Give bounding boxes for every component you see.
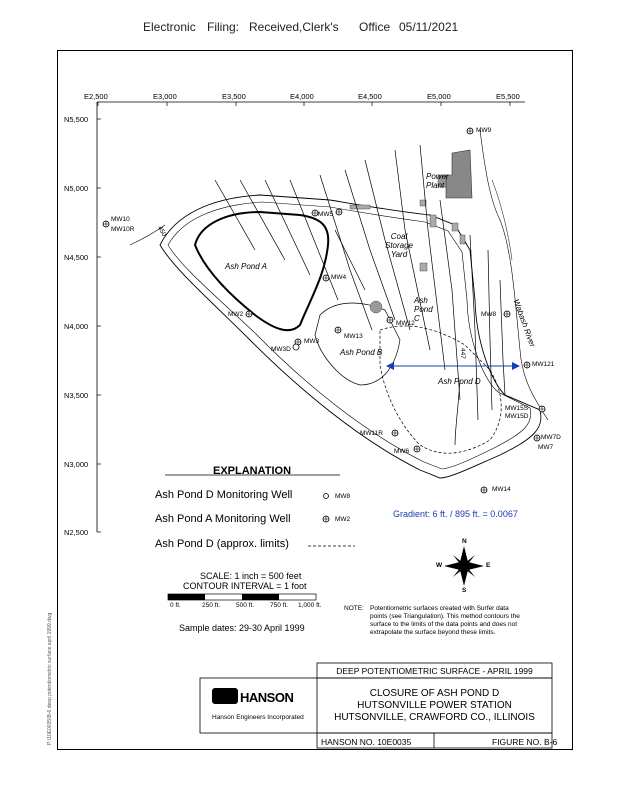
well-label: MW15S [505,405,529,412]
well-label: MW7 [538,444,554,451]
y-tick: N5,500 [64,115,89,124]
note-label: NOTE: [344,605,364,612]
scale-tick: 250 ft. [202,602,221,609]
well-label: MW6 [394,448,410,455]
well-label: MW13 [344,333,363,340]
note-line: extrapolate the surface beyond these limits. [370,629,496,636]
well-label: MW15D [505,413,529,420]
well-label: MW7D [541,434,561,441]
well-label: MW12 [396,320,415,327]
scale-bar [168,594,316,600]
well-label: MW3D [271,346,291,353]
x-tick: E5,000 [427,92,451,101]
river-bank-detail [492,180,512,260]
well-label: MW10R [111,226,135,233]
well-label: MW3 [304,338,320,345]
note-line: surface to the limits of the data points and does not [370,621,518,628]
compass-w: W [436,562,443,569]
contour-447-label: 447 [459,348,466,359]
x-tick: E5,500 [496,92,520,101]
well-crosses [103,128,545,493]
hanson-logo: HANSON [240,690,294,705]
x-tick: E4,500 [358,92,382,101]
compass-e: E [486,562,491,569]
well-label: MW4 [331,274,347,281]
side-file-text: P:\10E0035\B-6 deep potentiometric surface april 1999.dwg [47,612,53,745]
gradient-arrow-right [512,362,520,370]
compass-n: N [462,538,467,545]
note-line: Potentiometric surfaces created with Surfer data [370,605,509,612]
ash-pond-b-label: Ash Pond B [340,348,383,357]
header-filing: Filing: [207,20,240,34]
scale-text: SCALE: 1 inch = 500 feet [200,571,302,581]
scale-tick: 1,000 ft. [298,602,322,609]
ash-pond-b-outline [315,303,400,385]
ash-pond-d-label: Ash Pond D [438,377,481,386]
scale-tick: 0 ft. [170,602,181,609]
x-tick: E4,000 [290,92,314,101]
title-line-3: HUTSONVILLE, CRAWFORD CO., ILLINOIS [334,712,535,723]
ash-pond-c-label: Ash Pond C [414,296,433,323]
side-file-note [47,545,57,745]
y-tick: N3,000 [64,460,89,469]
well-label: MW11R [360,430,383,437]
gradient-arrow-left [386,362,394,370]
well-label: MW14 [492,486,511,493]
wabash-river-label: Wabash River [511,298,538,349]
note-text [370,605,520,637]
well-label: MW8 [481,311,497,318]
legend-pond-d-symbol [324,494,329,499]
well-label: MW9 [476,127,492,134]
ash-pond-a-label: Ash Pond A [225,262,267,271]
x-tick: E3,000 [153,92,177,101]
title-line-1: CLOSURE OF ASH POND D [369,688,500,699]
figure-no: FIGURE NO. B-6 [492,737,558,747]
gradient-label: Gradient: 6 ft. / 895 ft. = 0.0067 [393,509,518,519]
well-label: MW5 [318,211,334,218]
y-tick: N3,500 [64,391,89,400]
y-axis-ticks [97,119,101,532]
x-tick: E2,500 [84,92,108,101]
header-date: 05/11/2021 [399,20,459,34]
compass-s: S [462,587,467,594]
hanson-logo-mark [212,688,238,704]
contour-450-label: 450 [155,225,168,238]
scale-tick: 750 ft. [270,602,289,609]
header-electronic: Electronic [143,20,196,34]
legend-pond-d-limits: Ash Pond D (approx. limits) [155,538,289,550]
well-label: MW10 [111,216,130,223]
x-axis-ticks [98,102,510,106]
well-label: MW121 [532,361,555,368]
sample-dates: Sample dates: 29-30 April 1999 [179,623,305,633]
river-bank-west [480,130,548,420]
header-received: Received,Clerk's [249,20,339,34]
contour-interval-text: CONTOUR INTERVAL = 1 foot [183,581,307,591]
legend-pond-a-sym-label: MW2 [335,516,351,523]
explanation-title: EXPLANATION [213,465,292,477]
well-label: MW2 [228,311,244,318]
legend-pond-d-sym-label: MW8 [335,493,351,500]
scale-tick: 500 ft. [236,602,255,609]
power-plant-label: Power Plant [426,172,449,190]
surface-title: DEEP POTENTIOMETRIC SURFACE - APRIL 1999 [336,666,533,676]
note-line: points (see Triangulation). This method contours the [370,613,520,620]
header-office: Office [359,20,391,34]
well-symbols [103,128,545,493]
y-tick: N4,000 [64,322,89,331]
legend-pond-d-well: Ash Pond D Monitoring Well [155,489,293,501]
x-tick: E3,500 [222,92,246,101]
legend-pond-a-well: Ash Pond A Monitoring Well [155,513,291,525]
y-tick: N4,500 [64,253,89,262]
y-tick: N2,500 [64,528,89,537]
title-line-2: HUTSONVILLE POWER STATION [357,700,512,711]
hanson-logo-sub: Hanson Engineers Incorporated [212,714,304,721]
compass-rose [444,546,484,586]
hanson-no: HANSON NO. 10E0035 [321,737,412,747]
coal-storage-label: Coal Storage Yard [384,232,414,259]
y-tick: N5,000 [64,184,89,193]
circular-tank [370,301,382,313]
